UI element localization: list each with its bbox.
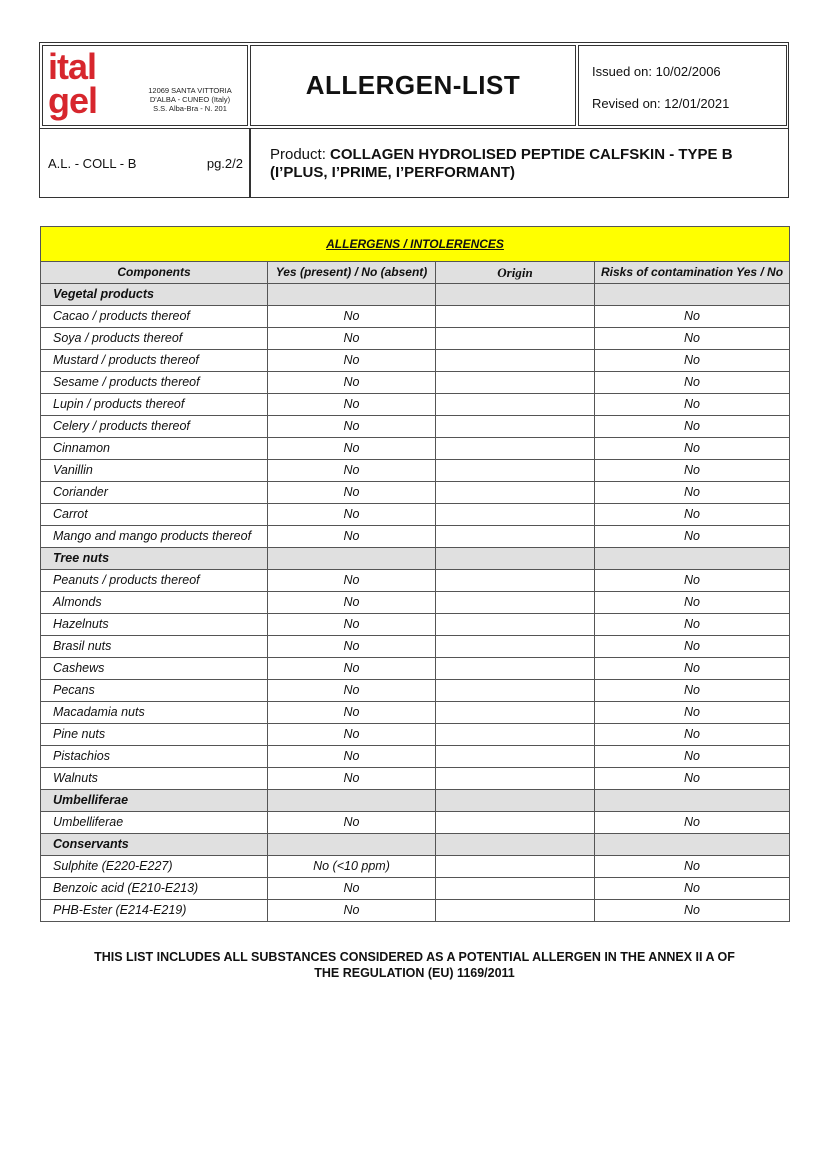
origin-cell — [436, 350, 595, 372]
empty-cell — [436, 548, 595, 570]
table-row — [41, 570, 790, 592]
issued-date: Issued on: 10/02/2006 — [592, 64, 721, 79]
component-cell: Pistachios — [41, 746, 268, 768]
risk-cell: No — [595, 306, 790, 328]
table-row — [41, 856, 790, 878]
risk-cell: No — [595, 614, 790, 636]
component-cell: Hazelnuts — [41, 614, 268, 636]
present-cell: No — [268, 570, 436, 592]
group-label: Umbelliferae — [41, 790, 268, 812]
risk-cell: No — [595, 394, 790, 416]
allergen-table — [40, 226, 790, 922]
present-cell: No — [268, 900, 436, 922]
origin-cell — [436, 746, 595, 768]
origin-cell — [436, 680, 595, 702]
product-block — [250, 128, 789, 198]
table-row — [41, 592, 790, 614]
origin-cell — [436, 306, 595, 328]
group-row — [41, 834, 790, 856]
risk-cell: No — [595, 636, 790, 658]
empty-cell — [436, 790, 595, 812]
present-cell: No — [268, 680, 436, 702]
table-row — [41, 416, 790, 438]
present-cell: No — [268, 394, 436, 416]
component-cell: Coriander — [41, 482, 268, 504]
empty-cell — [268, 790, 436, 812]
risk-cell: No — [595, 504, 790, 526]
table-row — [41, 394, 790, 416]
logo-text-gel: gel — [48, 80, 98, 121]
table-row — [41, 504, 790, 526]
origin-cell — [436, 768, 595, 790]
component-cell: Benzoic acid (E210-E213) — [41, 878, 268, 900]
present-cell: No — [268, 702, 436, 724]
component-cell: Sesame / products thereof — [41, 372, 268, 394]
empty-cell — [436, 834, 595, 856]
empty-cell — [268, 284, 436, 306]
group-row — [41, 548, 790, 570]
present-cell: No — [268, 438, 436, 460]
component-cell: Pine nuts — [41, 724, 268, 746]
present-cell: No — [268, 812, 436, 834]
title-block — [250, 45, 576, 126]
present-cell: No — [268, 328, 436, 350]
revised-date: Revised on: 12/01/2021 — [592, 96, 730, 111]
product-name-line2: (I’PLUS, I’PRIME, I’PERFORMANT) — [270, 164, 516, 181]
origin-cell — [436, 636, 595, 658]
present-cell: No — [268, 746, 436, 768]
table-row — [41, 526, 790, 548]
origin-cell — [436, 812, 595, 834]
col-header-components: Components — [41, 262, 268, 284]
present-cell: No — [268, 592, 436, 614]
table-row — [41, 900, 790, 922]
component-cell: Macadamia nuts — [41, 702, 268, 724]
table-row — [41, 680, 790, 702]
risk-cell: No — [595, 460, 790, 482]
component-cell: Cashews — [41, 658, 268, 680]
component-cell: Cinnamon — [41, 438, 268, 460]
risk-cell: No — [595, 768, 790, 790]
present-cell: No — [268, 878, 436, 900]
origin-cell — [436, 372, 595, 394]
risk-cell: No — [595, 416, 790, 438]
banner-text: ALLERGENS / INTOLERENCES — [326, 236, 504, 251]
present-cell: No — [268, 504, 436, 526]
origin-cell — [436, 460, 595, 482]
risk-cell: No — [595, 878, 790, 900]
component-cell: Almonds — [41, 592, 268, 614]
origin-cell — [436, 702, 595, 724]
risk-cell: No — [595, 856, 790, 878]
table-row — [41, 614, 790, 636]
present-cell: No — [268, 724, 436, 746]
table-row — [41, 482, 790, 504]
document-code: A.L. - COLL - B — [48, 156, 137, 171]
component-cell: Celery / products thereof — [41, 416, 268, 438]
component-cell: Vanillin — [41, 460, 268, 482]
group-label: Conservants — [41, 834, 268, 856]
origin-cell — [436, 724, 595, 746]
risk-cell: No — [595, 526, 790, 548]
col-header-present: Yes (present) / No (absent) — [268, 262, 436, 284]
col-header-risk: Risks of contamination Yes / No — [595, 262, 790, 284]
column-header-row — [41, 262, 790, 284]
product-label: Product: — [270, 146, 331, 163]
origin-cell — [436, 438, 595, 460]
company-address — [131, 86, 249, 113]
present-cell: No — [268, 350, 436, 372]
present-cell: No — [268, 768, 436, 790]
risk-cell: No — [595, 372, 790, 394]
table-row — [41, 372, 790, 394]
component-cell: Mango and mango products thereof — [41, 526, 268, 548]
origin-cell — [436, 856, 595, 878]
risk-cell: No — [595, 658, 790, 680]
risk-cell: No — [595, 592, 790, 614]
table-row — [41, 812, 790, 834]
table-row — [41, 350, 790, 372]
risk-cell: No — [595, 680, 790, 702]
present-cell: No — [268, 416, 436, 438]
table-row — [41, 702, 790, 724]
risk-cell: No — [595, 328, 790, 350]
origin-cell — [436, 570, 595, 592]
group-row — [41, 284, 790, 306]
present-cell: No — [268, 482, 436, 504]
italgel-logo — [48, 46, 126, 124]
table-row — [41, 746, 790, 768]
table-row — [41, 878, 790, 900]
regulation-note — [40, 949, 789, 981]
empty-cell — [595, 284, 790, 306]
component-cell: Walnuts — [41, 768, 268, 790]
col-header-origin: Origin — [436, 262, 595, 284]
present-cell: No — [268, 306, 436, 328]
document-title: ALLERGEN-LIST — [305, 70, 521, 100]
component-cell: Mustard / products thereof — [41, 350, 268, 372]
risk-cell: No — [595, 570, 790, 592]
table-row — [41, 768, 790, 790]
origin-cell — [436, 526, 595, 548]
risk-cell: No — [595, 438, 790, 460]
present-cell: No (<10 ppm) — [268, 856, 436, 878]
present-cell: No — [268, 372, 436, 394]
present-cell: No — [268, 658, 436, 680]
address-line: S.S. Alba-Bra - N. 201 — [153, 104, 227, 113]
component-cell: Cacao / products thereof — [41, 306, 268, 328]
group-row — [41, 790, 790, 812]
risk-cell: No — [595, 900, 790, 922]
origin-cell — [436, 900, 595, 922]
empty-cell — [268, 548, 436, 570]
address-line: 12069 SANTA VITTORIA — [148, 86, 232, 95]
component-cell: PHB-Ester (E214-E219) — [41, 900, 268, 922]
group-label: Tree nuts — [41, 548, 268, 570]
table-banner-row — [41, 227, 790, 262]
regulation-note-line2: THE REGULATION (EU) 1169/2011 — [314, 966, 515, 980]
origin-cell — [436, 328, 595, 350]
component-cell: Peanuts / products thereof — [41, 570, 268, 592]
table-row — [41, 306, 790, 328]
company-logo-block — [42, 45, 248, 126]
component-cell: Soya / products thereof — [41, 328, 268, 350]
empty-cell — [436, 284, 595, 306]
origin-cell — [436, 878, 595, 900]
table-row — [41, 328, 790, 350]
risk-cell: No — [595, 724, 790, 746]
origin-cell — [436, 592, 595, 614]
present-cell: No — [268, 636, 436, 658]
component-cell: Sulphite (E220-E227) — [41, 856, 268, 878]
origin-cell — [436, 658, 595, 680]
table-banner — [41, 227, 790, 262]
component-cell: Carrot — [41, 504, 268, 526]
origin-cell — [436, 416, 595, 438]
component-cell: Lupin / products thereof — [41, 394, 268, 416]
table-row — [41, 636, 790, 658]
component-cell: Umbelliferae — [41, 812, 268, 834]
present-cell: No — [268, 526, 436, 548]
empty-cell — [595, 834, 790, 856]
risk-cell: No — [595, 350, 790, 372]
risk-cell: No — [595, 746, 790, 768]
logo-text-ital: ital — [48, 46, 97, 87]
risk-cell: No — [595, 812, 790, 834]
regulation-note-line1: THIS LIST INCLUDES ALL SUBSTANCES CONSIDERED AS A POTENTIAL ALLERGEN IN THE ANNEX II A OF — [94, 950, 735, 964]
risk-cell: No — [595, 702, 790, 724]
component-cell: Pecans — [41, 680, 268, 702]
table-row — [41, 460, 790, 482]
product-name-line1: COLLAGEN HYDROLISED PEPTIDE CALFSKIN - TYPE B — [330, 146, 733, 163]
component-cell: Brasil nuts — [41, 636, 268, 658]
doc-code-block — [39, 128, 250, 198]
origin-cell — [436, 504, 595, 526]
dates-block — [578, 45, 787, 126]
empty-cell — [595, 790, 790, 812]
origin-cell — [436, 394, 595, 416]
group-label: Vegetal products — [41, 284, 268, 306]
address-line: D'ALBA - CUNEO (Italy) — [149, 95, 231, 104]
table-row — [41, 724, 790, 746]
risk-cell: No — [595, 482, 790, 504]
present-cell: No — [268, 460, 436, 482]
origin-cell — [436, 482, 595, 504]
page-number: pg.2/2 — [206, 156, 243, 171]
origin-cell — [436, 614, 595, 636]
present-cell: No — [268, 614, 436, 636]
product-description — [270, 146, 733, 182]
document-header — [39, 42, 789, 198]
table-row — [41, 658, 790, 680]
table-body — [41, 284, 790, 922]
empty-cell — [595, 548, 790, 570]
table-row — [41, 438, 790, 460]
empty-cell — [268, 834, 436, 856]
